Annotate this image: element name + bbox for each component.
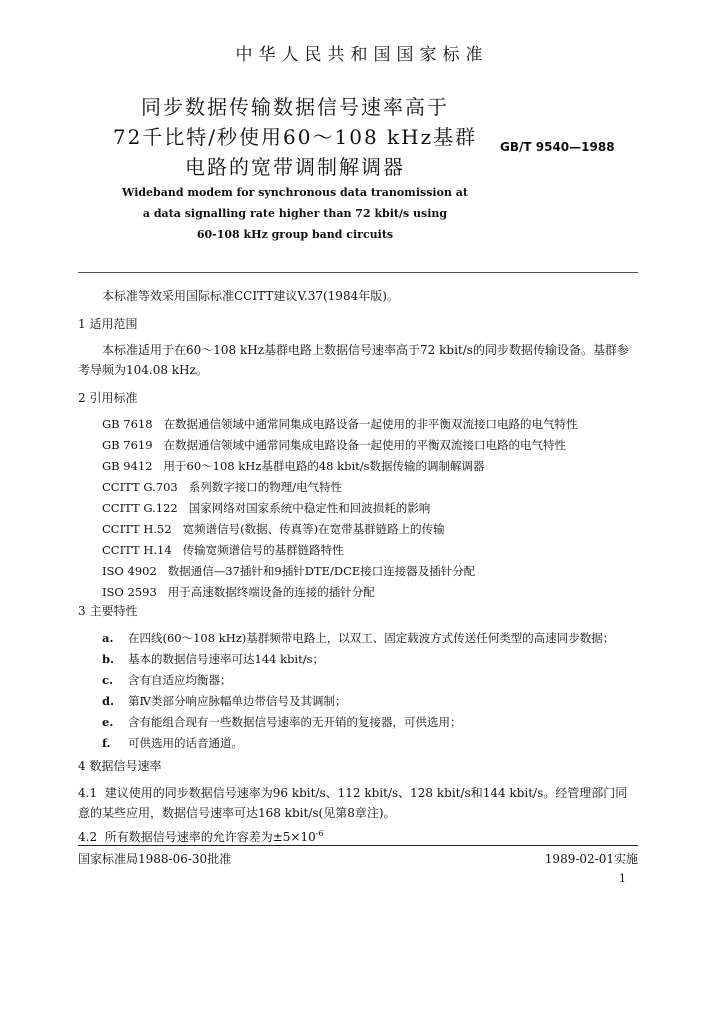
reference-code: CCITT H.52	[102, 522, 172, 536]
reference-code: ISO 4902	[102, 564, 157, 578]
feature-item	[102, 672, 232, 688]
reference-item	[102, 437, 566, 453]
title-line-3: 电路的宽带调制解调器	[185, 155, 405, 179]
reference-item	[102, 563, 475, 579]
feature-text: 第Ⅳ类部分响应脉幅单边带信号及其调制；	[128, 694, 347, 708]
footer-divider	[78, 845, 638, 846]
feature-text: 可供选用的话音通道。	[128, 736, 243, 750]
title-line-2: 72千比特/秒使用60～108 kHz基群	[112, 125, 478, 149]
clause-number: 4.2	[78, 830, 98, 844]
feature-text: 在四线(60～108 kHz)基群频带电路上，以双工、固定载波方式传送任何类型的高速同步数据；	[128, 631, 615, 645]
reference-text: 在数据通信领域中通常同集成电路设备一起使用的非平衡双流接口电路的电气特性	[163, 417, 578, 431]
reference-text: 用于高速数据终端设备的连接的插针分配	[167, 585, 375, 599]
feature-label: e.	[102, 715, 114, 729]
feature-label: d.	[102, 694, 115, 708]
feature-item	[102, 714, 462, 730]
feature-text: 含有自适应均衡器；	[128, 673, 232, 687]
reference-code: CCITT G.122	[102, 501, 178, 515]
reference-text: 在数据通信领域中通常同集成电路设备一起使用的平衡双流接口电路的电气特性	[163, 438, 567, 452]
reference-code: CCITT G.703	[102, 480, 178, 494]
feature-label: a.	[102, 631, 114, 645]
english-title-line-1: Wideband modem for synchronous data tranomission at	[122, 186, 468, 199]
header-divider	[78, 272, 638, 273]
section-4-heading: 4 数据信号速率	[78, 759, 162, 773]
reference-item	[102, 479, 342, 495]
english-title-line-2: a data signalling rate higher than 72 kbit/s using	[142, 207, 448, 220]
feature-item	[102, 651, 324, 667]
reference-text: 宽频谱信号(数据、传真等)在宽带基群链路上的传输	[182, 522, 445, 536]
reference-code: GB 7619	[102, 438, 153, 452]
page-number: 1	[619, 872, 626, 885]
reference-item	[102, 416, 578, 432]
clause-number: 4.1	[78, 786, 98, 800]
feature-label: f.	[102, 736, 111, 750]
reference-text: 用于60～108 kHz基群电路的48 kbit/s数据传输的调制解调器	[163, 459, 485, 473]
reference-item	[102, 584, 375, 600]
reference-text: 国家网络对国家系统中稳定性和回波损耗的影响	[188, 501, 431, 515]
section-3-heading: 3 主要特性	[78, 604, 138, 618]
title-line-1: 同步数据传输数据信号速率高于	[141, 95, 449, 119]
reference-text: 传输宽频谱信号的基群链路特性	[182, 543, 344, 557]
clause-text: 所有数据信号速率的允许容差为±5×10	[104, 830, 316, 844]
feature-item	[102, 735, 243, 751]
clause-text: 建议使用的同步数据信号速率为96 kbit/s、112 kbit/s、128 kbit/s和144 kbit/s。经管理部门同意的某些应用，数据信号速率可达168 kbit/s(见第8章注)。	[78, 786, 628, 820]
feature-text: 含有能组合现有一些数据信号速率的无开销的复接器，可供选用；	[128, 715, 462, 729]
reference-code: CCITT H.14	[102, 543, 172, 557]
reference-code: ISO 2593	[102, 585, 157, 599]
section-1-heading: 1 适用范围	[78, 317, 138, 331]
feature-item	[102, 693, 347, 709]
reference-item	[102, 500, 430, 516]
feature-label: b.	[102, 652, 115, 666]
intro-paragraph: 本标准等效采用国际标准CCITT建议V.37(1984年版)。	[102, 289, 399, 303]
feature-item	[102, 630, 614, 646]
approval-date: 国家标准局1988-06-30批准	[78, 852, 232, 866]
reference-item	[102, 458, 485, 474]
section-1-text: 本标准适用于在60～108 kHz基群电路上数据信号速率高于72 kbit/s的同步数据传输设备。基群参考导频为104.08 kHz。	[78, 343, 629, 377]
reference-text: 数据通信—37插针和9插针DTE/DCE接口连接器及插针分配	[167, 564, 476, 578]
reference-code: GB 7618	[102, 417, 153, 431]
reference-text: 系列数字接口的物理/电气特性	[188, 480, 343, 494]
implementation-date: 1989-02-01实施	[544, 852, 638, 866]
reference-item	[102, 542, 344, 558]
english-title-line-3: 60-108 kHz group band circuits	[196, 228, 394, 241]
reference-item	[102, 521, 445, 537]
section-2-heading: 2 引用标准	[78, 391, 138, 405]
feature-label: c.	[102, 673, 114, 687]
section-4-1-paragraph	[78, 783, 638, 823]
standard-number: GB/T 9540—1988	[500, 140, 615, 154]
section-4-2-paragraph	[78, 824, 638, 847]
feature-text: 基本的数据信号速率可达144 kbit/s；	[128, 652, 325, 666]
standard-header: 中华人民共和国国家标准	[235, 45, 489, 65]
exponent: -6	[315, 829, 324, 838]
reference-code: GB 9412	[102, 459, 153, 473]
